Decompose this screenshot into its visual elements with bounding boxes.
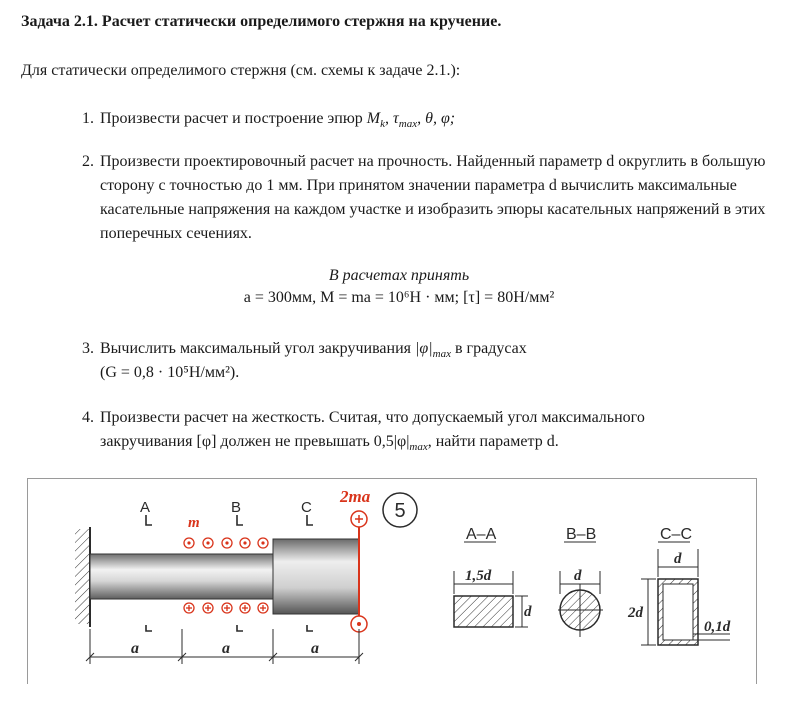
- item-text: Произвести расчет и построение эпюр: [100, 110, 367, 127]
- section-mark-b: B: [231, 499, 242, 516]
- height-label: 2d: [628, 605, 643, 621]
- scheme-number: 5: [394, 500, 406, 522]
- shaft-thin-segment: [90, 554, 273, 599]
- task-item-1: [82, 107, 782, 131]
- given-heading: В расчетах принять: [328, 267, 470, 284]
- task-title: Задача 2.1. Расчет статически определимого стержня на кручение.: [21, 13, 502, 30]
- width-label: d: [674, 551, 682, 567]
- item-text: Произвести проектировочный расчет на прочность. Найденный параметр d округлить в большую сторону с точностью до 1 мм. При принятом значении параметра d вычислить максимальные касательные напряжения на каждом участке и изобразить эпюры касательных напряжений в этих поперечных сечениях.: [100, 153, 766, 242]
- task-item-3: [82, 337, 782, 385]
- item-number: 4.: [82, 409, 94, 426]
- item-text: Вычислить максимальный угол закручивания: [100, 340, 415, 357]
- moment-label: 2ma: [340, 487, 371, 506]
- section-b-b: [558, 526, 603, 637]
- section-title: B–B: [566, 526, 597, 543]
- task-item-2: [82, 150, 782, 246]
- item-number: 2.: [82, 153, 94, 170]
- item-text-line1: Произвести расчет на жесткость. Считая, что допускаемый угол максимального: [100, 409, 645, 426]
- item-formula: $M_k$, $\tau_{max}$, θ, φ;: [366, 110, 456, 131]
- wall-label: 0,1d: [704, 619, 731, 635]
- height-label: d: [524, 604, 532, 620]
- distributed-label: m: [188, 515, 200, 531]
- item-formula: $|\varphi|_{max}$: [415, 340, 451, 361]
- item-number: 1.: [82, 110, 94, 127]
- section-a-a: [454, 526, 532, 627]
- section-c-c: [627, 526, 731, 645]
- shaft-thick-segment: [273, 539, 359, 614]
- given-formula: a = 300мм, M = ma = 10⁶Н · мм; [τ] = 80Н/мм²: [243, 289, 555, 306]
- section-mark-c: C: [301, 499, 312, 516]
- section-mark-a: A: [140, 499, 151, 516]
- segment-label-3: a: [311, 640, 319, 657]
- item-number: 3.: [82, 340, 94, 357]
- segment-label-2: a: [222, 640, 230, 657]
- section-title: A–A: [466, 526, 497, 543]
- fixed-support: [75, 527, 90, 627]
- item-text-line2: закручивания [φ] должен не превышать 0,5|φ|: [100, 433, 410, 450]
- item-text-line2: (G = 0,8 · 10⁵Н/мм²).: [100, 364, 240, 381]
- scheme-drawing: [28, 479, 756, 684]
- item-text-tail: в градусах: [450, 340, 527, 357]
- task-intro: Для статически определимого стержня (см. схемы к задаче 2.1.):: [21, 62, 461, 79]
- item-text-line2-tail: , найти параметр d.: [427, 433, 559, 450]
- diameter-label: d: [574, 568, 582, 584]
- task-item-4: 4. Произвести расчет на жесткость. Считая, что допускаемый угол максимального закручивания [φ] должен не превышать $0,5|\varphi|_{max}$, найти параметр d.: [82, 406, 782, 454]
- segment-label-1: a: [131, 640, 139, 657]
- section-title: C–C: [660, 526, 693, 543]
- figure-scheme: [27, 478, 757, 684]
- width-label: 1,5d: [465, 568, 492, 584]
